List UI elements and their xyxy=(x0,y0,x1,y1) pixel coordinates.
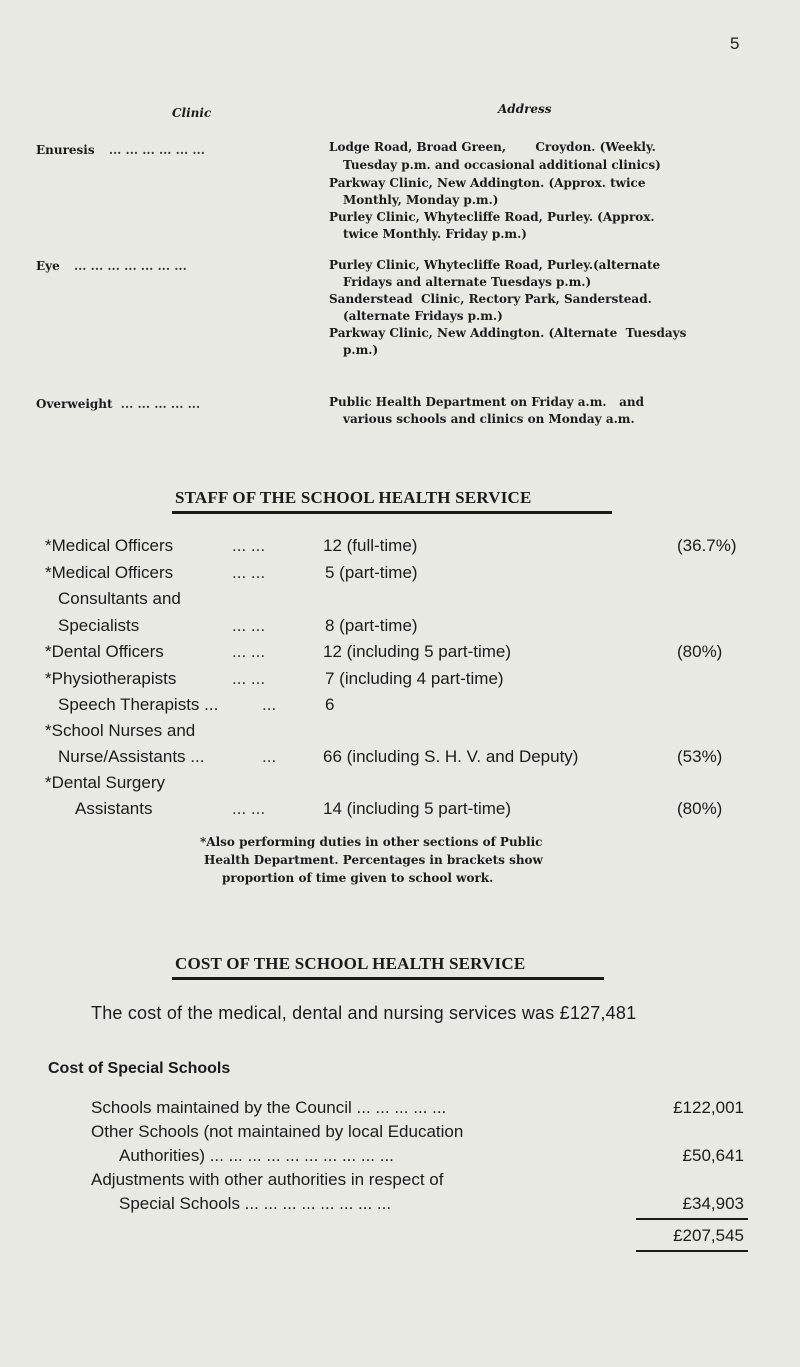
leader-dots: ... ... xyxy=(232,669,266,688)
item-amount: £50,641 xyxy=(682,1146,744,1165)
staff-value: 12 (full-time) xyxy=(323,536,418,555)
staff-heading-underline xyxy=(172,511,612,514)
leader-dots: ... ... xyxy=(232,642,266,661)
address-line: Purley Clinic, Whytecliffe Road, Purley. (Approx. xyxy=(329,210,655,224)
leader-dots: ... ... xyxy=(232,616,266,635)
staff-value: 5 (part-time) xyxy=(325,563,418,582)
footnote-line: proportion of time given to school work. xyxy=(222,871,494,885)
cost-statement: The cost of the medical, dental and nursing services was £127,481 xyxy=(91,1003,637,1023)
item-label: Schools maintained by the Council ... ... ... ... ... xyxy=(91,1098,447,1117)
clinic-name: Overweight xyxy=(36,397,113,411)
special-schools-heading: Cost of Special Schools xyxy=(48,1060,231,1077)
item-label: Special Schools ... ... ... ... ... ... ... ... xyxy=(119,1194,392,1213)
leader-dots: ... ... ... ... ... xyxy=(120,397,201,411)
total-amount: £207,545 xyxy=(673,1226,744,1245)
leader-dots: ... ... ... ... ... ... ... xyxy=(73,259,187,273)
staff-percentage: (53%) xyxy=(677,747,723,766)
staff-label: Assistants xyxy=(75,799,153,818)
address-line: Lodge Road, Broad Green, Croydon. (Weekly. xyxy=(329,140,656,154)
leader-dots: ... ... xyxy=(232,536,266,555)
item-label: Other Schools (not maintained by local Education xyxy=(91,1122,464,1141)
leader-dots: ... xyxy=(262,747,277,766)
address-line: Tuesday p.m. and occasional additional clinics) xyxy=(343,158,661,172)
footnote-line: *Also performing duties in other sections of Public xyxy=(200,835,543,849)
staff-value: 8 (part-time) xyxy=(325,616,418,635)
staff-percentage: (80%) xyxy=(677,642,723,661)
staff-value: 66 (including S. H. V. and Deputy) xyxy=(323,747,579,766)
item-label: Authorities) ... ... ... ... ... ... ... ... ... ... xyxy=(119,1146,394,1165)
total-underline xyxy=(636,1250,748,1252)
staff-label: Consultants and xyxy=(58,589,181,608)
address-line: Parkway Clinic, New Addington. (Alternate Tuesdays xyxy=(329,326,687,340)
staff-value: 6 xyxy=(325,695,335,714)
staff-label: *Medical Officers xyxy=(45,536,174,555)
cost-heading-underline xyxy=(172,977,604,980)
staff-label: Speech Therapists ... xyxy=(58,695,219,714)
leader-dots: ... ... xyxy=(232,563,266,582)
staff-label: *Dental Officers xyxy=(45,642,164,661)
staff-label: *Dental Surgery xyxy=(45,773,166,792)
staff-label: Nurse/Assistants ... xyxy=(58,747,205,766)
address-line: Monthly, Monday p.m.) xyxy=(343,193,499,207)
item-label: Adjustments with other authorities in respect of xyxy=(91,1170,444,1189)
footnote-line: Health Department. Percentages in brackets show xyxy=(204,853,543,867)
staff-label: Specialists xyxy=(58,616,140,635)
staff-value: 7 (including 4 part-time) xyxy=(325,669,504,688)
staff-percentage: (80%) xyxy=(677,799,723,818)
address-line: p.m.) xyxy=(343,343,379,357)
address-line: (alternate Fridays p.m.) xyxy=(343,309,503,323)
address-column-header: Address xyxy=(498,102,552,116)
staff-heading: STAFF OF THE SCHOOL HEALTH SERVICE xyxy=(175,488,532,507)
staff-label: *Physiotherapists xyxy=(45,669,177,688)
address-line: Sanderstead Clinic, Rectory Park, Sanderstead. xyxy=(329,292,652,306)
item-amount: £34,903 xyxy=(682,1194,744,1213)
address-line: various schools and clinics on Monday a.m. xyxy=(343,412,635,426)
cost-heading: COST OF THE SCHOOL HEALTH SERVICE xyxy=(175,954,526,973)
staff-label: *Medical Officers xyxy=(45,563,174,582)
address-line: Purley Clinic, Whytecliffe Road, Purley.(alternate xyxy=(329,258,661,272)
clinic-column-header: Clinic xyxy=(172,106,212,120)
leader-dots: ... ... xyxy=(232,799,266,818)
page-number: 5 xyxy=(730,34,740,53)
address-line: Parkway Clinic, New Addington. (Approx. twice xyxy=(329,176,646,190)
staff-value: 14 (including 5 part-time) xyxy=(323,799,512,818)
staff-percentage: (36.7%) xyxy=(677,536,737,555)
address-line: twice Monthly. Friday p.m.) xyxy=(343,227,527,241)
leader-dots: ... ... ... ... ... ... xyxy=(108,143,205,157)
leader-dots: ... xyxy=(262,695,277,714)
staff-value: 12 (including 5 part-time) xyxy=(323,642,512,661)
subtotal-rule xyxy=(636,1218,748,1220)
item-amount: £122,001 xyxy=(673,1098,744,1117)
staff-label: *School Nurses and xyxy=(45,721,196,740)
clinic-name: Enuresis xyxy=(36,143,95,157)
address-line: Public Health Department on Friday a.m. and xyxy=(329,395,645,409)
clinic-name: Eye xyxy=(36,259,60,273)
address-line: Fridays and alternate Tuesdays p.m.) xyxy=(343,275,592,289)
